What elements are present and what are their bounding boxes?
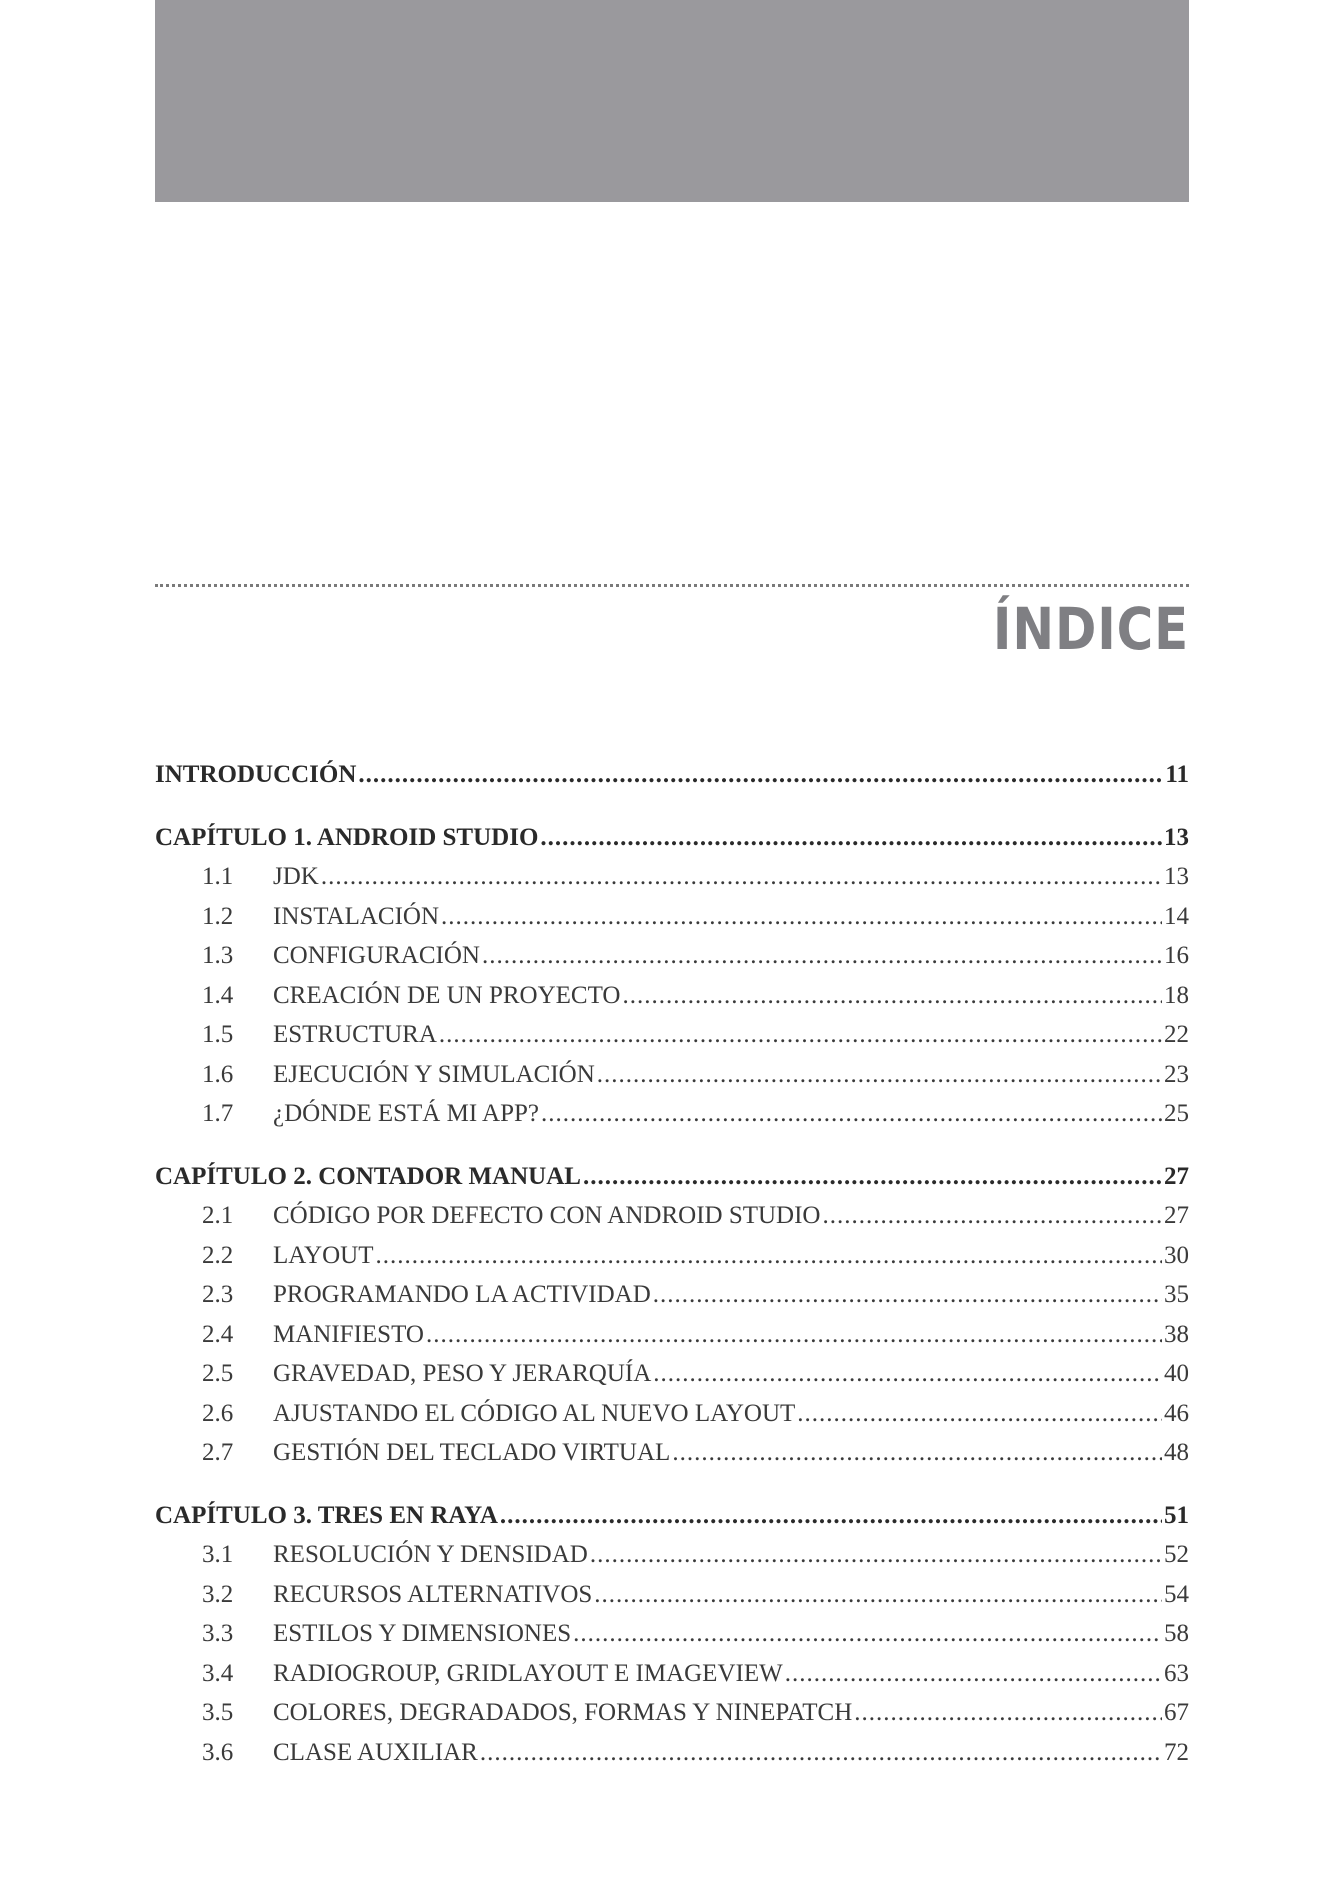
toc-section-number: 2.6 — [202, 1399, 234, 1427]
toc-page-number: 14 — [1164, 902, 1189, 930]
toc-section-entry[interactable] — [155, 857, 1189, 897]
toc-section-title: CONFIGURACIÓN — [273, 942, 480, 969]
toc-section-number: 3.6 — [202, 1738, 234, 1766]
toc-section-title: ¿DÓNDE ESTÁ MI APP? — [273, 1100, 539, 1127]
toc-section-number: 1.4 — [202, 981, 234, 1009]
toc-page-number: 16 — [1164, 942, 1189, 969]
toc-section-entry[interactable] — [155, 1654, 1189, 1694]
toc-section-entry[interactable] — [155, 1275, 1189, 1315]
toc-page-number: 46 — [1164, 1399, 1189, 1427]
dot-leader — [653, 1354, 1162, 1394]
toc-chapter — [155, 755, 1189, 795]
dot-leader — [573, 1614, 1162, 1654]
dot-leader — [797, 1394, 1162, 1434]
toc-section-number: 1.2 — [202, 902, 234, 930]
dot-leader — [597, 1055, 1162, 1095]
dot-leader — [540, 818, 1162, 858]
toc-chapter-entry[interactable] — [155, 818, 1189, 858]
dot-leader — [439, 1015, 1162, 1055]
toc-section-title: COLORES, DEGRADADOS, FORMAS Y NINEPATCH — [273, 1699, 853, 1726]
toc-section-title: LAYOUT — [273, 1241, 374, 1269]
dot-leader — [854, 1693, 1162, 1733]
toc-section-number: 1.6 — [202, 1060, 234, 1088]
toc-section-title: CLASE AUXILIAR — [273, 1738, 478, 1766]
toc-section-title: AJUSTANDO EL CÓDIGO AL NUEVO LAYOUT — [273, 1399, 796, 1427]
toc-section-number: 2.7 — [202, 1439, 234, 1466]
toc-section-title: MANIFIESTO — [273, 1320, 424, 1348]
toc-section-entry[interactable] — [155, 1693, 1189, 1733]
dot-leader — [541, 1094, 1162, 1134]
dotted-divider — [155, 584, 1189, 587]
toc-section-number: 2.2 — [202, 1241, 234, 1269]
toc-section-title: CÓDIGO POR DEFECTO CON ANDROID STUDIO — [273, 1202, 821, 1229]
dot-leader — [785, 1654, 1162, 1694]
toc-chapter-title: CAPÍTULO 3. TRES EN RAYA — [155, 1501, 498, 1529]
toc-section-title: GRAVEDAD, PESO Y JERARQUÍA — [273, 1360, 652, 1387]
toc-chapter — [155, 818, 1189, 1134]
toc-page-number: 25 — [1164, 1100, 1189, 1127]
toc-section-title: PROGRAMANDO LA ACTIVIDAD — [273, 1281, 651, 1308]
toc-section-entry[interactable] — [155, 1394, 1189, 1434]
toc-section-entry[interactable] — [155, 1196, 1189, 1236]
dot-leader — [480, 1733, 1162, 1773]
toc-page-number: 27 — [1164, 1162, 1189, 1190]
toc-section-title: RECURSOS ALTERNATIVOS — [273, 1580, 593, 1608]
dot-leader — [426, 1315, 1162, 1355]
toc-section-entry[interactable] — [155, 976, 1189, 1016]
toc-page-number: 51 — [1164, 1501, 1189, 1529]
toc-page-number: 67 — [1164, 1699, 1189, 1726]
toc-page-number: 13 — [1164, 823, 1189, 851]
toc-section-entry[interactable] — [155, 1614, 1189, 1654]
toc-section-number: 3.3 — [202, 1620, 234, 1647]
toc-page-number: 63 — [1164, 1659, 1189, 1687]
toc-section-number: 2.5 — [202, 1360, 234, 1387]
dot-leader — [622, 976, 1162, 1016]
toc-page-number: 11 — [1165, 761, 1189, 788]
toc-section-number: 1.1 — [202, 863, 234, 890]
toc-section-title: RESOLUCIÓN Y DENSIDAD — [273, 1541, 588, 1568]
toc-page-number: 27 — [1164, 1202, 1189, 1229]
toc-section-entry[interactable] — [155, 1535, 1189, 1575]
toc-section-number: 1.3 — [202, 942, 234, 969]
toc-chapter-entry[interactable] — [155, 1157, 1189, 1197]
toc-section-entry[interactable] — [155, 1733, 1189, 1773]
dot-leader — [590, 1535, 1162, 1575]
toc-chapter — [155, 1496, 1189, 1773]
toc-section-entry[interactable] — [155, 1236, 1189, 1276]
toc-section-number: 2.4 — [202, 1320, 234, 1348]
toc-chapter-title: CAPÍTULO 1. ANDROID STUDIO — [155, 823, 539, 851]
toc-section-title: EJECUCIÓN Y SIMULACIÓN — [273, 1060, 595, 1088]
toc-page-number: 72 — [1164, 1738, 1189, 1766]
toc-section-number: 2.1 — [202, 1202, 234, 1229]
toc-page-number: 58 — [1164, 1620, 1189, 1647]
toc-page-number: 23 — [1164, 1060, 1189, 1088]
toc-page-number: 35 — [1164, 1281, 1189, 1308]
toc-section-entry[interactable] — [155, 897, 1189, 937]
toc-section-title: ESTRUCTURA — [273, 1021, 437, 1048]
page-title: ÍNDICE — [992, 595, 1189, 663]
toc-section-number: 3.2 — [202, 1580, 234, 1608]
toc-section-number: 1.5 — [202, 1021, 234, 1048]
toc-section-entry[interactable] — [155, 936, 1189, 976]
toc-section-number: 3.4 — [202, 1659, 234, 1687]
toc-section-title: GESTIÓN DEL TECLADO VIRTUAL — [273, 1439, 671, 1466]
toc-page-number: 22 — [1164, 1021, 1189, 1048]
toc-section-title: JDK — [273, 863, 319, 890]
dot-leader — [672, 1433, 1162, 1473]
toc-chapter-entry[interactable] — [155, 755, 1189, 795]
toc-section-entry[interactable] — [155, 1575, 1189, 1615]
toc-chapter-entry[interactable] — [155, 1496, 1189, 1536]
dot-leader — [358, 755, 1163, 795]
toc-page-number: 54 — [1164, 1580, 1189, 1608]
toc-chapter-title: INTRODUCCIÓN — [155, 761, 357, 788]
header-band — [155, 0, 1189, 202]
toc-section-number: 3.5 — [202, 1699, 234, 1726]
toc-page-number: 18 — [1164, 981, 1189, 1009]
toc-section-title: CREACIÓN DE UN PROYECTO — [273, 981, 621, 1009]
toc-page-number: 30 — [1164, 1241, 1189, 1269]
toc-section-entry[interactable] — [155, 1315, 1189, 1355]
dot-leader — [482, 936, 1162, 976]
toc-section-entry[interactable] — [155, 1094, 1189, 1134]
toc-chapter — [155, 1157, 1189, 1473]
dot-leader — [375, 1236, 1162, 1276]
toc-page-number: 40 — [1164, 1360, 1189, 1387]
toc-section-title: ESTILOS Y DIMENSIONES — [273, 1620, 572, 1647]
dot-leader — [321, 857, 1162, 897]
toc-section-entry[interactable] — [155, 1433, 1189, 1473]
toc-section-entry[interactable] — [155, 1015, 1189, 1055]
dot-leader — [823, 1196, 1163, 1236]
toc-section-number: 1.7 — [202, 1100, 234, 1127]
dot-leader — [594, 1575, 1162, 1615]
toc-page-number: 48 — [1164, 1439, 1189, 1466]
dot-leader — [441, 897, 1162, 937]
toc-page-number: 52 — [1164, 1541, 1189, 1568]
toc-section-title: INSTALACIÓN — [273, 902, 440, 930]
dot-leader — [653, 1275, 1162, 1315]
toc-page-number: 13 — [1164, 863, 1189, 890]
toc-page-number: 38 — [1164, 1320, 1189, 1348]
table-of-contents — [155, 755, 1189, 1795]
dot-leader — [500, 1496, 1162, 1536]
toc-section-number: 3.1 — [202, 1541, 234, 1568]
toc-section-entry[interactable] — [155, 1354, 1189, 1394]
toc-chapter-title: CAPÍTULO 2. CONTADOR MANUAL — [155, 1162, 581, 1190]
toc-section-entry[interactable] — [155, 1055, 1189, 1095]
toc-section-number: 2.3 — [202, 1281, 234, 1308]
dot-leader — [583, 1157, 1162, 1197]
toc-section-title: RADIOGROUP, GRIDLAYOUT E IMAGEVIEW — [273, 1659, 783, 1687]
